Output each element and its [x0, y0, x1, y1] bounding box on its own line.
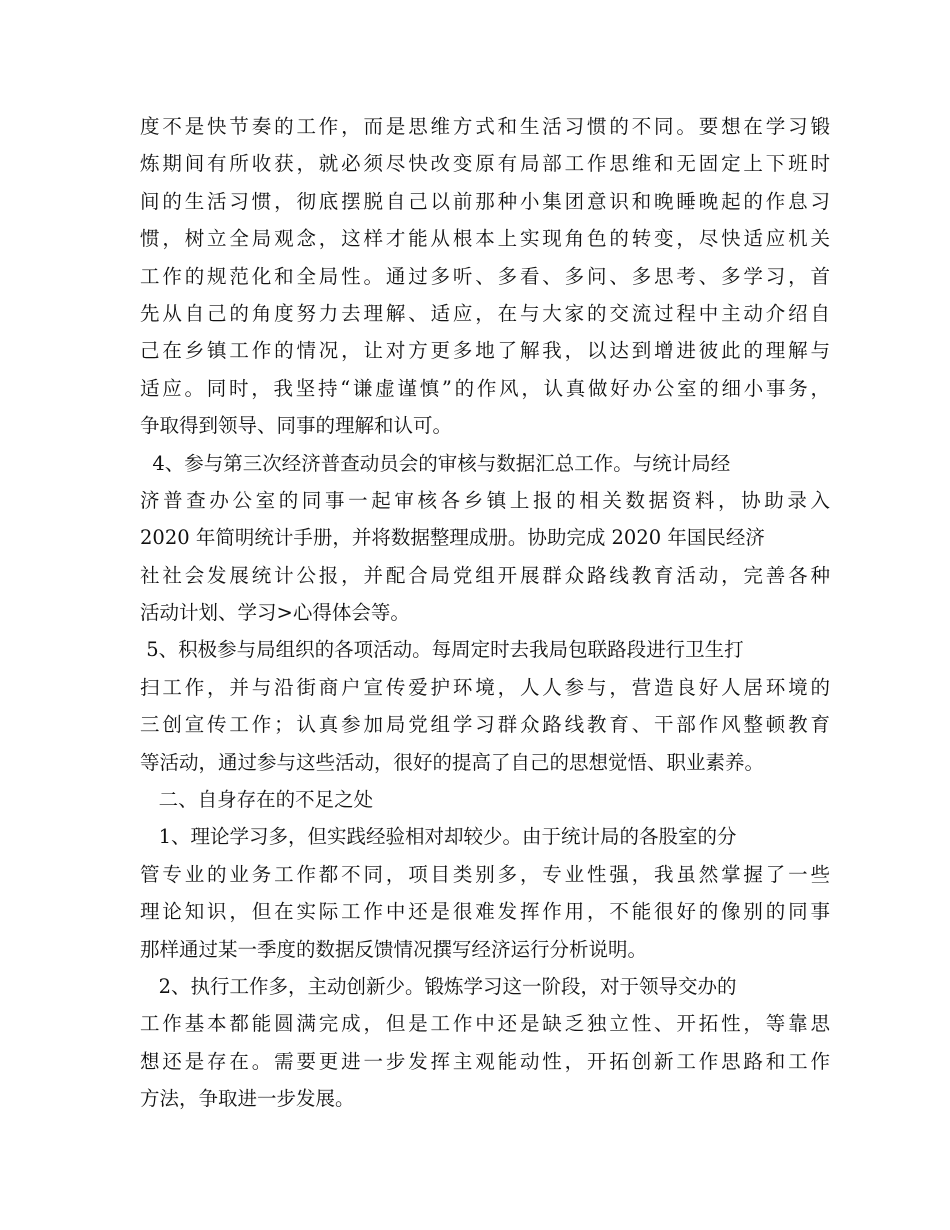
- text-line: 1、理论学习多，但实践经验相对却较少。由于统计局的各股室的分: [140, 825, 737, 849]
- text-line: 5、积极参与局组织的各项活动。每周定时去我局包联路段进行卫生打: [140, 638, 744, 662]
- text-line: 争取得到领导、同事的理解和认可。: [140, 414, 453, 438]
- text-line: 惯，树立全局观念，这样才能从根本上实现角色的转变，尽快适应机关: [140, 227, 830, 251]
- body-text: [140, 108, 830, 1118]
- section-heading: 二、自身存在的不足之处: [140, 788, 374, 812]
- text-line: 间的生活习惯，彻底摆脱自己以前那种小集团意识和晚睡晚起的作息习: [140, 189, 830, 213]
- text-line: 先从自己的角度努力去理解、适应，在与大家的交流过程中主动介绍自: [140, 301, 830, 325]
- text-line: 济普查办公室的同事一起审核各乡镇上报的相关数据资料，协助录入: [140, 488, 830, 512]
- text-line: 炼期间有所收获，就必须尽快改变原有局部工作思维和无固定上下班时: [140, 152, 830, 176]
- text-line: 2、执行工作多，主动创新少。锻炼学习这一阶段，对于领导交办的: [140, 974, 737, 998]
- text-line: 度不是快节奏的工作，而是思维方式和生活习惯的不同。要想在学习锻: [140, 115, 830, 138]
- text-line: 扫工作，并与沿街商户宣传爱护环境，人人参与，营造良好人居环境的: [140, 675, 830, 699]
- text-line: 方法，争取进一步发展。: [140, 1087, 355, 1111]
- text-line: 适应。同时，我坚持“谦虚谨慎”的作风，认真做好办公室的细小事务，: [140, 376, 830, 400]
- text-line: 想还是存在。需要更进一步发挥主观能动性，开拓创新工作思路和工作: [140, 1049, 830, 1073]
- text-line: 等活动，通过参与这些活动，很好的提高了自己的思想觉悟、职业素养。: [140, 750, 765, 774]
- text-line: 三创宣传工作；认真参加局党组学习群众路线教育、干部作风整顿教育: [140, 713, 830, 737]
- text-line: 2020 年简明统计手册，并将数据整理成册。协助完成 2020 年国民经济: [140, 526, 765, 550]
- text-line: 工作的规范化和全局性。通过多听、多看、多问、多思考、多学习，首: [140, 264, 830, 288]
- text-line: 己在乡镇工作的情况，让对方更多地了解我，以达到增进彼此的理解与: [140, 339, 830, 363]
- text-line: 那样通过某一季度的数据反馈情况撰写经济运行分析说明。: [140, 937, 648, 961]
- text-line: 社社会发展统计公报，并配合局党组开展群众路线教育活动，完善各种: [140, 563, 830, 587]
- text-line: 工作基本都能圆满完成，但是工作中还是缺乏独立性、开拓性，等靠思: [140, 1012, 830, 1036]
- text-line: 活动计划、学习>心得体会等。: [140, 601, 410, 625]
- text-line: 管专业的业务工作都不同，项目类别多，专业性强，我虽然掌握了一些: [140, 862, 830, 886]
- text-line: 4、参与第三次经济普查动员会的审核与数据汇总工作。与统计局经: [140, 451, 731, 475]
- text-line: 理论知识，但在实际工作中还是很难发挥作用，不能很好的像别的同事: [140, 900, 830, 924]
